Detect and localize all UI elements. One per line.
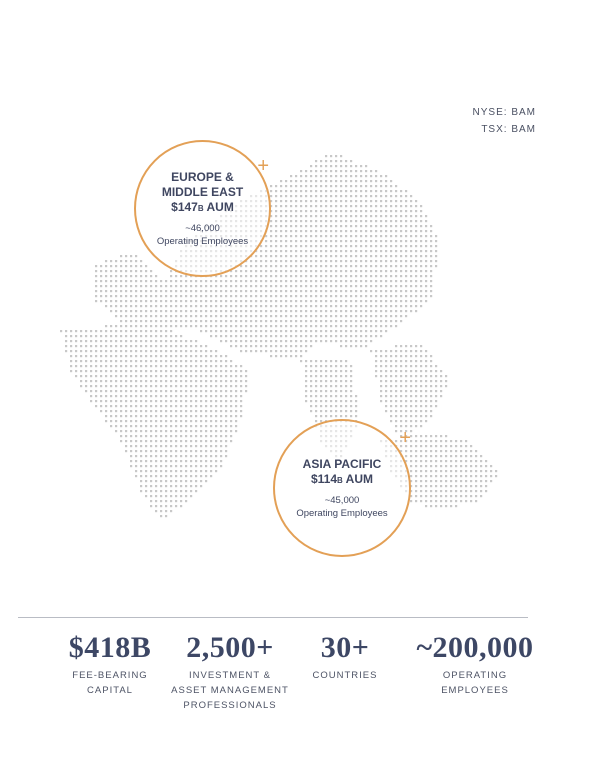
stock-tickers	[473, 104, 536, 138]
region-aum: $114B AUM	[310, 471, 374, 486]
region-employees-count: ~45,000	[324, 494, 360, 506]
region-name: ASIA PACIFIC	[302, 456, 382, 471]
region-employees-count: ~46,000	[185, 222, 220, 234]
stat-fee-bearing-capital	[55, 631, 165, 698]
tsx-ticker: TSX: BAM	[481, 124, 536, 135]
stat-professionals	[165, 631, 295, 713]
plus-icon: +	[257, 155, 269, 177]
stat-label: OPERATING EMPLOYEES	[441, 670, 509, 696]
region-circle-europe-middle-east	[134, 140, 271, 277]
stat-label: COUNTRIES	[312, 670, 378, 681]
region-employees-label: Operating Employees	[296, 507, 388, 519]
stat-label: FEE-BEARING CAPITAL	[72, 670, 148, 696]
nyse-ticker: NYSE: BAM	[472, 107, 536, 118]
stat-countries	[305, 631, 385, 683]
plus-icon: +	[399, 427, 411, 449]
region-employees-label: Operating Employees	[156, 235, 249, 247]
stat-value: 2,500+	[186, 631, 274, 664]
stat-value: $418B	[68, 631, 152, 664]
stat-operating-employees	[405, 631, 545, 698]
region-aum: $147B AUM	[171, 199, 234, 214]
section-divider	[18, 617, 528, 618]
stat-value: 30+	[320, 631, 370, 664]
region-name: EUROPE & MIDDLE EAST	[161, 169, 244, 199]
stat-label: INVESTMENT & ASSET MANAGEMENT PROFESSIONALS	[171, 670, 289, 711]
stat-value: ~200,000	[416, 631, 534, 664]
region-circle-asia-pacific	[273, 419, 411, 557]
